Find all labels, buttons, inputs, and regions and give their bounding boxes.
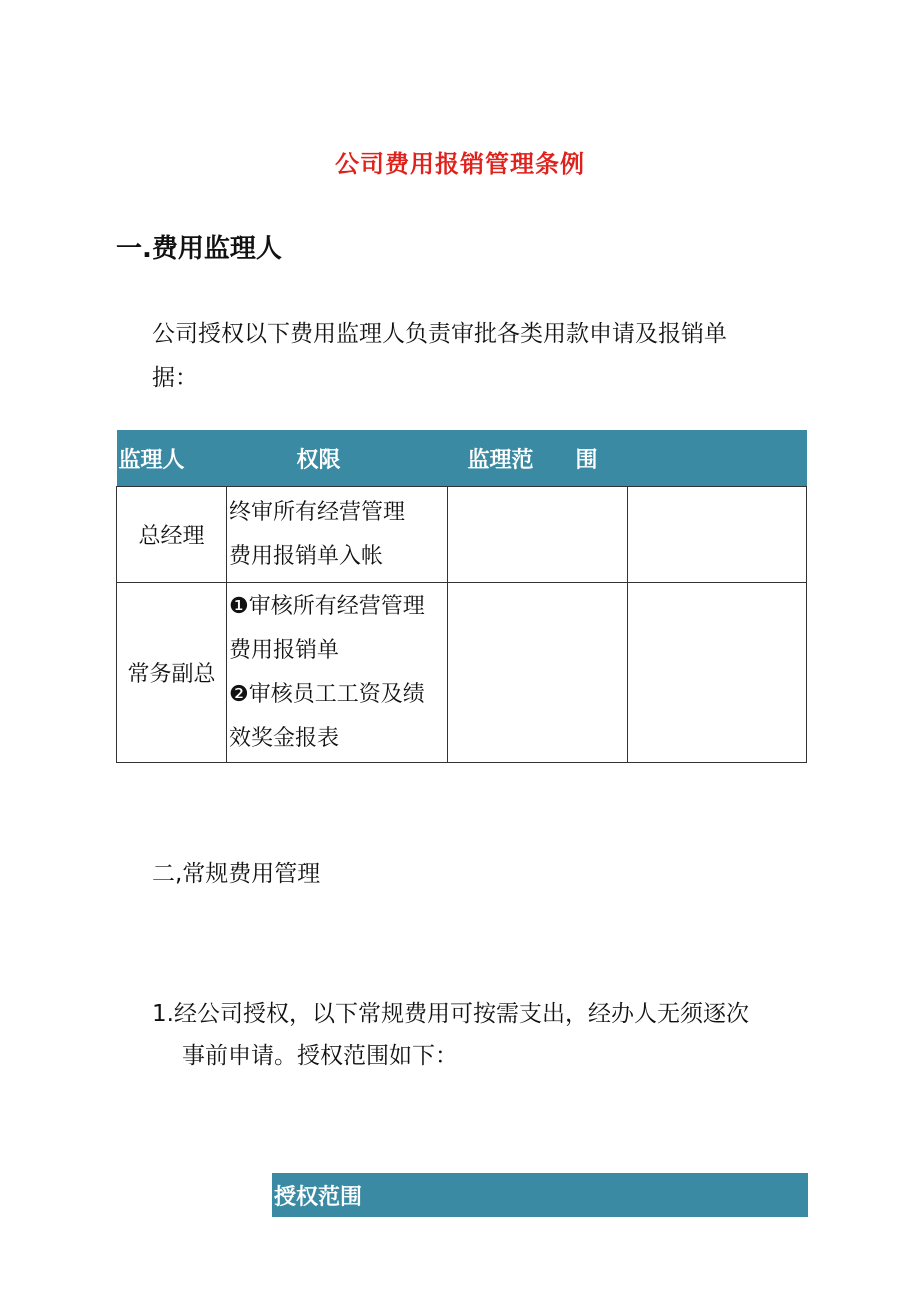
intro-line: 公司授权以下费用监理人负责审批各类用款申请及报销单 <box>152 321 727 347</box>
scope-cell <box>628 487 807 583</box>
authorization-scope-table <box>272 1173 808 1217</box>
item-line: 事前申请。授权范围如下： <box>182 1043 458 1069</box>
supervisor-name: 总经理 <box>117 487 227 583</box>
header-authorization-scope: 授权范围 <box>272 1173 808 1217</box>
table-row <box>117 487 807 583</box>
permission-cell: ❶审核所有经营管理 费用报销单 ❷审核员工工资及绩 效奖金报表 <box>227 583 448 763</box>
supervisor-table <box>116 430 807 763</box>
intro-line: 据： <box>152 365 198 391</box>
document-title: 公司费用报销管理条例 <box>335 150 585 178</box>
header-permission: 权限 <box>227 430 448 487</box>
section-heading-supervisors: 一.费用监理人 <box>116 234 282 264</box>
scope-cell <box>628 583 807 763</box>
intro-paragraph <box>152 312 802 400</box>
item-line: 1.经公司授权，以下常规费用可按需支出，经办人无须逐次 <box>152 1001 749 1027</box>
scope-cell <box>448 583 628 763</box>
header-scope-tail: 围 <box>628 430 807 487</box>
table-header-row <box>272 1173 808 1217</box>
item-paragraph <box>152 993 812 1077</box>
table-row <box>117 583 807 763</box>
header-supervisor: 监理人 <box>117 430 227 487</box>
supervisor-name: 常务副总 <box>117 583 227 763</box>
permission-cell: 终审所有经营管理 费用报销单入帐 <box>227 487 448 583</box>
scope-cell <box>448 487 628 583</box>
section-heading-regular-expenses: 二,常规费用管理 <box>152 861 321 887</box>
header-scope: 监理范 <box>448 430 628 487</box>
table-header-row <box>117 430 807 487</box>
